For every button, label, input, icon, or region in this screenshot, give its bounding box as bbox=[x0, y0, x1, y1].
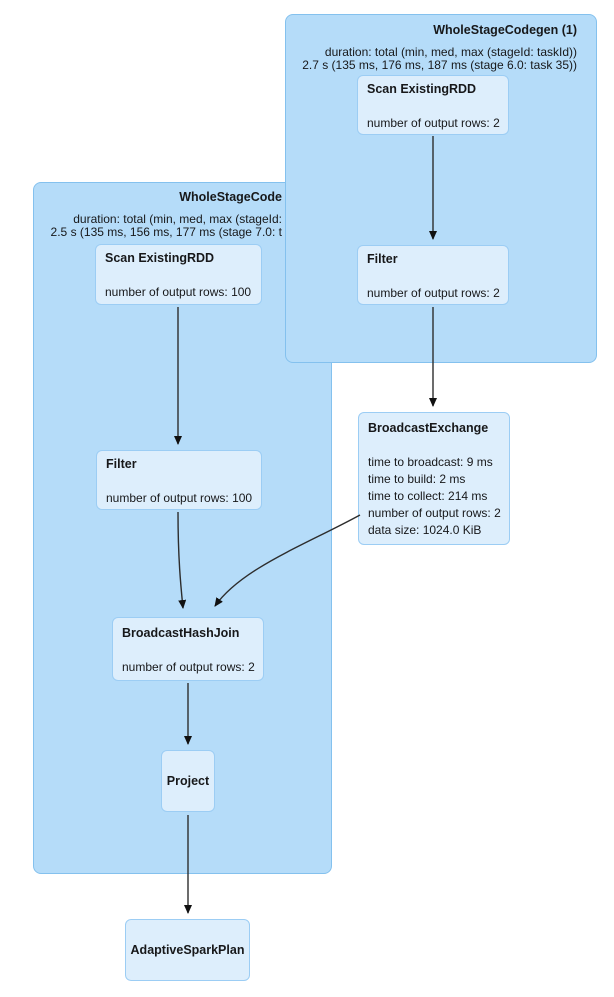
node-spacer bbox=[367, 98, 499, 115]
cluster-2-title: WholeStageCode bbox=[179, 190, 282, 204]
node-broadcast-exchange-metric: number of output rows: 2 bbox=[368, 506, 501, 520]
node-spacer bbox=[122, 642, 254, 659]
cluster-1-title: WholeStageCodegen (1) bbox=[433, 23, 577, 37]
cluster-1-duration-label: duration: total (min, med, max (stageId: taskId)) bbox=[324, 45, 577, 59]
node-spacer bbox=[105, 267, 252, 284]
node-project-title: Project bbox=[166, 773, 210, 788]
cluster-2-duration-label: duration: total (min, med, max (stageId: bbox=[73, 212, 282, 226]
node-broadcast-exchange-metric: data size: 1024.0 KiB bbox=[368, 523, 482, 537]
node-scan-existingrdd-2[interactable] bbox=[95, 244, 262, 305]
node-filter-2-title: Filter bbox=[106, 457, 137, 471]
cluster-2-label bbox=[51, 191, 282, 238]
node-spacer bbox=[106, 473, 252, 490]
node-broadcast-hash-join-title: BroadcastHashJoin bbox=[122, 626, 240, 640]
node-broadcast-exchange-metric: time to collect: 214 ms bbox=[368, 489, 488, 503]
node-broadcast-exchange-metric: time to build: 2 ms bbox=[368, 472, 466, 486]
cluster-2-duration-value: 2.5 s (135 ms, 156 ms, 177 ms (stage 7.0: t bbox=[50, 224, 282, 239]
node-broadcast-hash-join[interactable] bbox=[112, 617, 264, 681]
node-filter-1-metric: number of output rows: 2 bbox=[367, 286, 500, 300]
node-filter-2[interactable] bbox=[96, 450, 262, 510]
node-filter-1[interactable] bbox=[357, 245, 509, 305]
node-scan-existingrdd-1[interactable] bbox=[357, 75, 509, 135]
cluster-wholestagecodegen-1 bbox=[285, 14, 597, 363]
node-broadcast-hash-join-metric: number of output rows: 2 bbox=[122, 660, 255, 674]
node-broadcast-exchange-metric: time to broadcast: 9 ms bbox=[368, 455, 493, 469]
node-broadcast-exchange[interactable] bbox=[358, 412, 510, 545]
node-scan-existingrdd-1-title: Scan ExistingRDD bbox=[367, 82, 477, 96]
node-scan-existingrdd-1-metric: number of output rows: 2 bbox=[367, 116, 500, 130]
node-adaptive-spark-plan-title: AdaptiveSparkPlan bbox=[130, 942, 245, 957]
node-filter-1-title: Filter bbox=[367, 252, 398, 266]
node-project[interactable] bbox=[161, 750, 215, 812]
node-spacer bbox=[367, 268, 499, 285]
node-filter-2-metric: number of output rows: 100 bbox=[106, 491, 253, 505]
cluster-1-label bbox=[302, 24, 577, 71]
node-adaptive-spark-plan[interactable] bbox=[125, 919, 250, 981]
node-scan-existingrdd-2-metric: number of output rows: 100 bbox=[105, 285, 252, 299]
cluster-1-duration-value: 2.7 s (135 ms, 176 ms, 187 ms (stage 6.0: task 35)) bbox=[302, 57, 577, 72]
node-scan-existingrdd-2-title: Scan ExistingRDD bbox=[105, 251, 215, 265]
node-broadcast-exchange-title: BroadcastExchange bbox=[368, 421, 489, 435]
node-spacer bbox=[368, 437, 500, 454]
